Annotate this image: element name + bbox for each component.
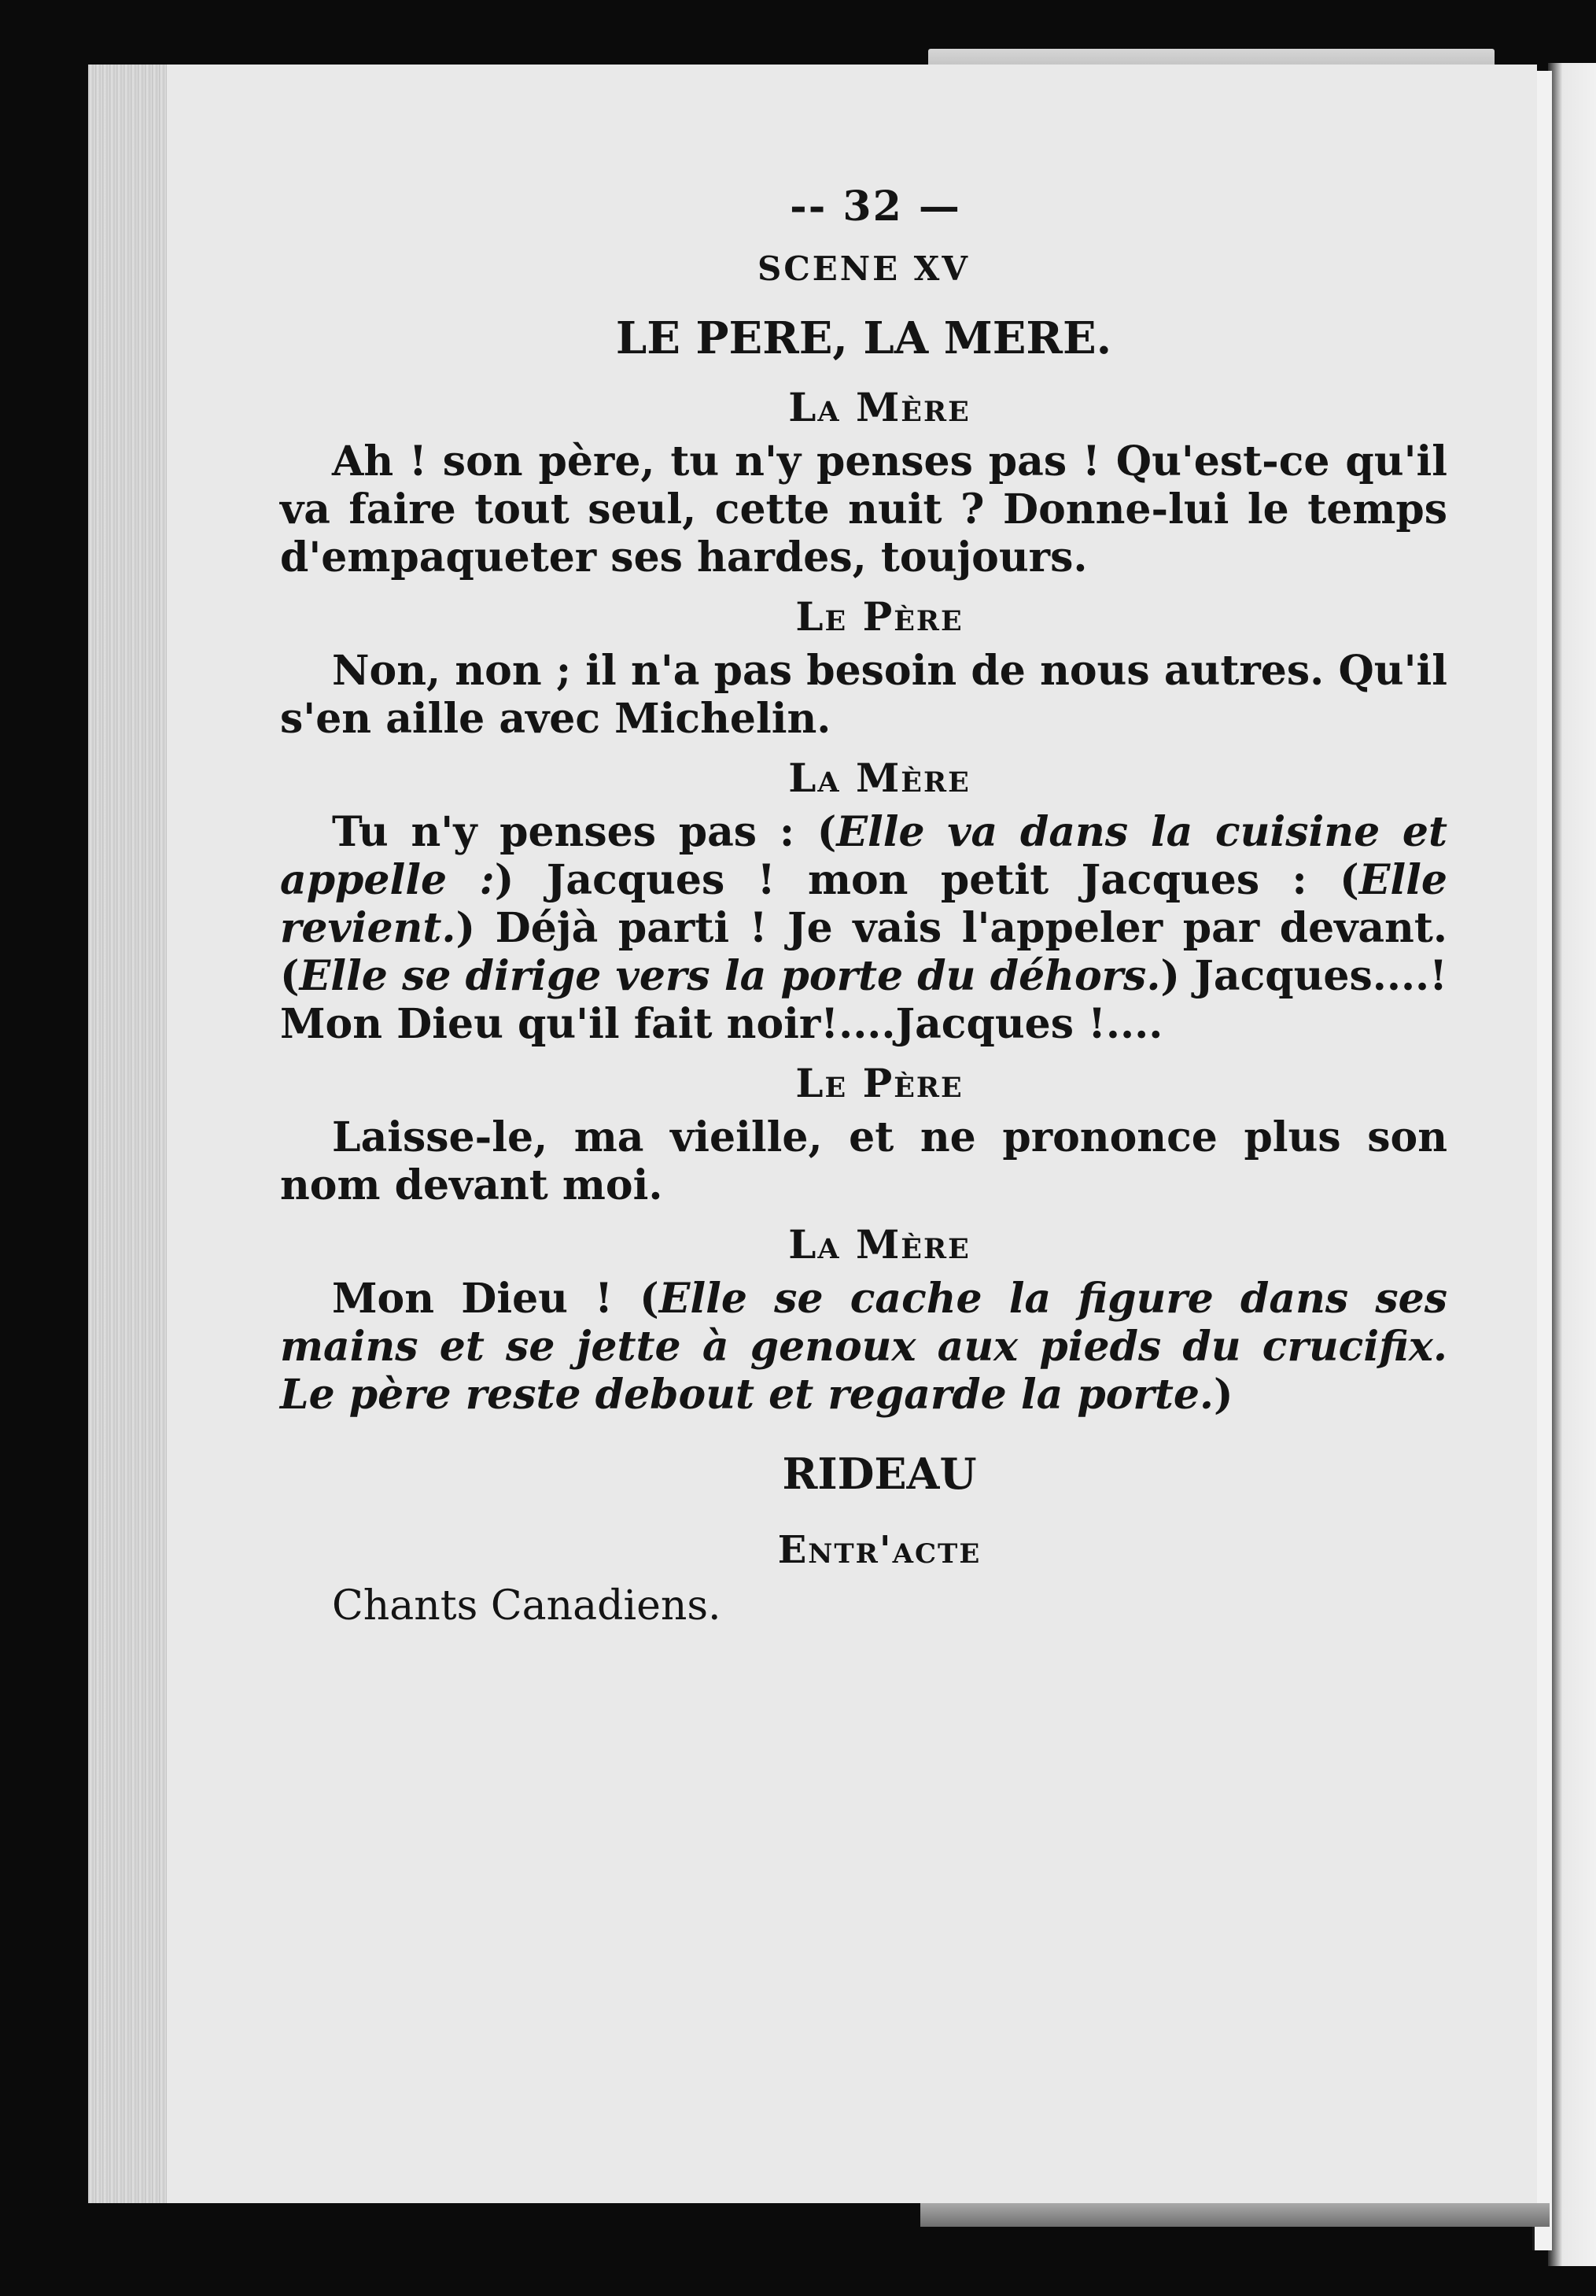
spoken-text: Mon Dieu ! ( (332, 1275, 659, 1323)
spoken-text: ) Jacques....! Mon Dieu qu'il fait noir!....Jacques !.... (280, 952, 1447, 1048)
spoken-text: Tu n'y penses pas : ( (332, 808, 837, 856)
stage-direction: Elle se cache la figure dans ses mains et se jette à genoux aux pieds du crucifix. Le père reste debout et regarde la porte. (280, 1275, 1447, 1419)
speaker-name: La Mère (788, 1221, 971, 1268)
stage-direction: Elle revient. (280, 856, 1448, 952)
book-page (88, 65, 1537, 2203)
scene-heading: SCENE XV (757, 249, 970, 288)
speaker-name: Le Père (795, 593, 964, 640)
curtain-heading: RIDEAU (782, 1449, 977, 1499)
spoken-text: Non, non ; il n'a pas besoin de nous autres. Qu'il s'en aille avec Michelin. (280, 647, 1447, 743)
speaker-name: La Mère (788, 755, 971, 801)
entracte-heading: Entr'acte (777, 1528, 982, 1572)
adjacent-page-sheet (1548, 63, 1596, 2266)
page-number: -- 32 — (790, 183, 961, 231)
speaker-name: La Mère (788, 384, 971, 430)
stage-direction: Elle va dans la cuisine et appelle : (280, 808, 1447, 904)
scan-bottom-strip (920, 2203, 1550, 2227)
speaker-name: Le Père (795, 1060, 964, 1106)
characters-heading: LE PERE, LA MERE. (615, 312, 1112, 364)
page-gutter (88, 65, 167, 2203)
dialogue-container (280, 383, 1447, 1419)
spoken-text: ) Déjà parti ! Je vais l'appeler par devant. ( (280, 904, 1447, 1000)
songs-line: Chants Canadiens. (332, 1582, 721, 1630)
spoken-text: ) Jacques ! mon petit Jacques : ( (494, 856, 1359, 904)
spoken-text: Ah ! son père, tu n'y penses pas ! Qu'est-ce qu'il va faire tout seul, cette nuit ? Donne-lui le temps d'empaqueter ses hardes, toujours. (280, 437, 1447, 581)
dialogue-line (280, 647, 1447, 743)
page-text (280, 183, 1447, 1630)
spoken-text: ) (1214, 1371, 1233, 1419)
dialogue-line (280, 1275, 1447, 1419)
spoken-text: Laisse-le, ma vieille, et ne prononce plus son nom devant moi. (280, 1113, 1447, 1209)
dialogue-line (280, 437, 1447, 581)
stage-direction: Elle se dirige vers la porte du déhors. (299, 952, 1161, 1000)
dialogue-line (280, 1113, 1447, 1209)
dialogue-line (280, 808, 1447, 1048)
